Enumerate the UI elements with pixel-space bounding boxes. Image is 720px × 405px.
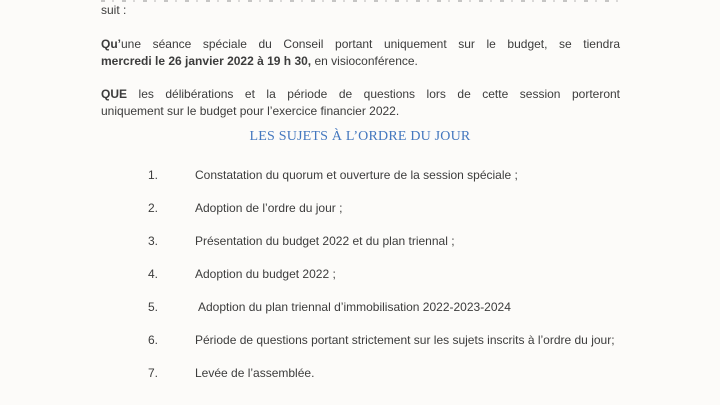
agenda-item-text: Levée de l’assemblée. [195, 366, 315, 380]
agenda-item-text: Constatation du quorum et ouverture de la session spéciale ; [195, 168, 518, 182]
text-segment-bold: Qu’ [101, 37, 121, 51]
agenda-list [148, 167, 635, 398]
text-segment: une séance spéciale du Conseil portant uniquement sur le budget, se tiendra [121, 37, 620, 51]
agenda-item-text: Adoption du plan triennal d’immobilisation 2022-2023-2024 [198, 300, 511, 314]
text-segment: uniquement sur le budget pour l’exercice financier 2022. [101, 104, 400, 118]
agenda-item [148, 299, 635, 315]
clipped-line-fragment [101, 0, 620, 2]
agenda-item-number: 3. [148, 234, 159, 248]
agenda-item [148, 167, 635, 183]
agenda-item-text: Période de questions portant strictement sur les sujets inscrits à l’ordre du jour; [195, 333, 615, 347]
agenda-item-number: 4. [148, 267, 159, 281]
intro-fragment-text: suit : [101, 3, 127, 17]
agenda-item [148, 233, 635, 249]
agenda-item [148, 332, 635, 348]
agenda-item [148, 266, 635, 282]
agenda-item [148, 200, 635, 216]
text-line [101, 103, 620, 120]
agenda-item-number: 5. [148, 300, 159, 314]
agenda-item-number: 1. [148, 168, 159, 182]
agenda-item-text: Présentation du budget 2022 et du plan triennal ; [195, 234, 455, 248]
agenda-item-text: Adoption du budget 2022 ; [195, 267, 336, 281]
paragraph-seance-speciale [101, 36, 620, 70]
text-segment: les délibérations et la période de questions lors de cette session porteront [127, 87, 620, 101]
agenda-item-text: Adoption de l’ordre du jour ; [195, 201, 343, 215]
text-line [101, 53, 620, 70]
agenda-item-number: 6. [148, 333, 159, 347]
section-heading-ordre-du-jour: LES SUJETS À L’ORDRE DU JOUR [249, 129, 471, 144]
paragraph-deliberations [101, 86, 620, 120]
text-segment-bold: mercredi le 26 janvier 2022 à 19 h 30, [101, 54, 312, 68]
text-line [101, 86, 620, 103]
text-segment: en visioconférence. [311, 54, 418, 68]
agenda-item [148, 365, 635, 381]
text-segment-bold: QUE [101, 87, 128, 101]
agenda-item-number: 7. [148, 366, 159, 380]
agenda-item-number: 2. [148, 201, 159, 215]
text-line [101, 36, 620, 53]
